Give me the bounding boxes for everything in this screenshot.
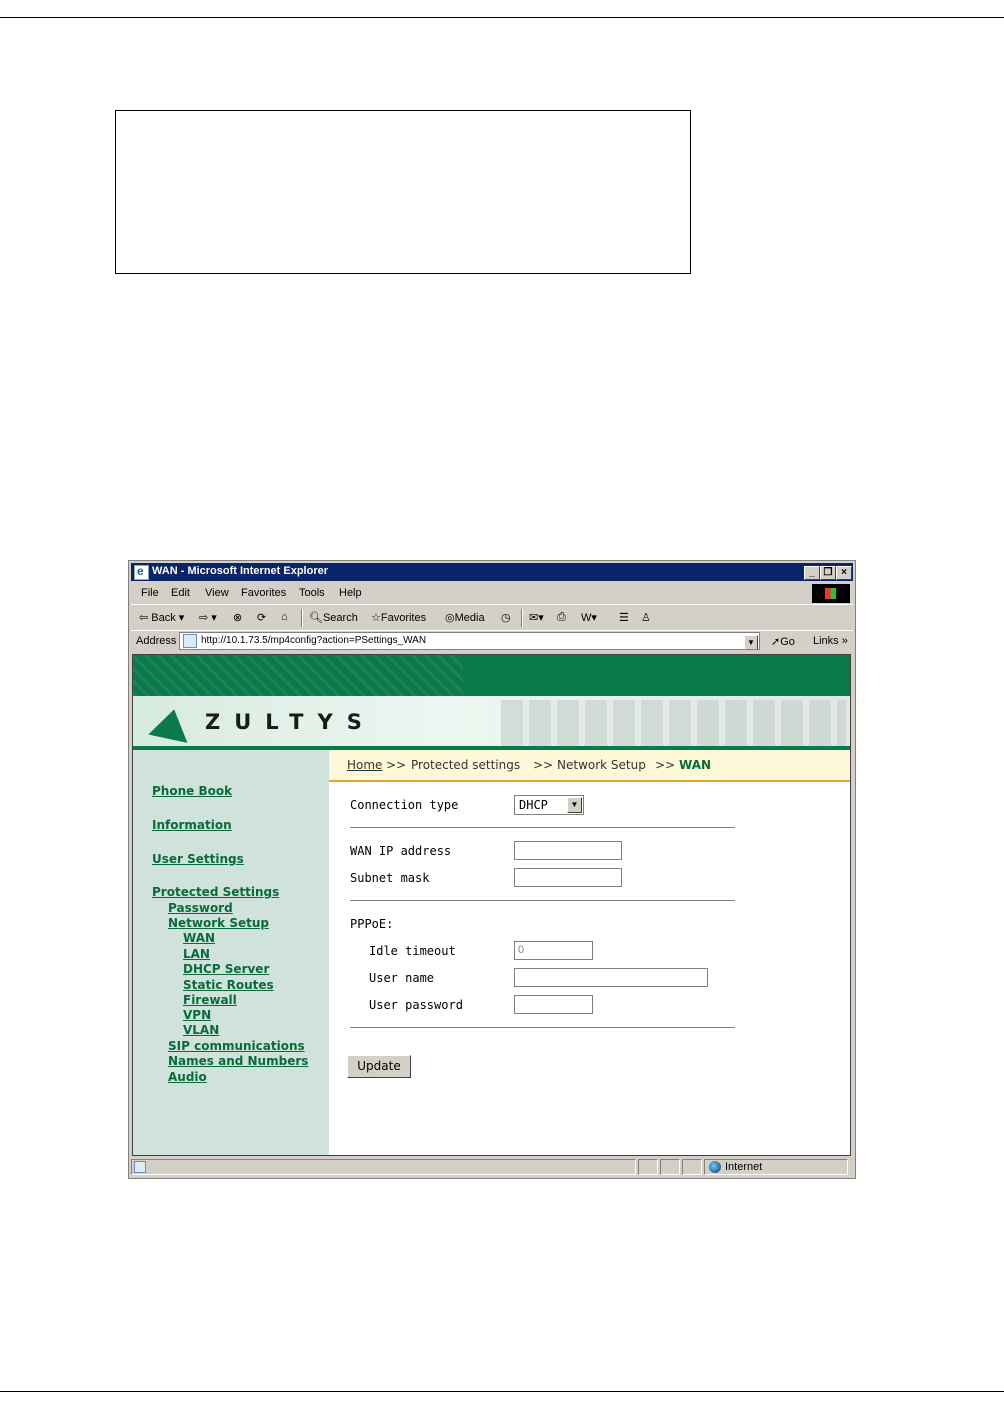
menu-favorites[interactable]: Favorites — [241, 587, 287, 599]
minimize-button[interactable]: _ — [804, 566, 820, 580]
window-title: WAN - Microsoft Internet Explorer — [152, 565, 329, 577]
breadcrumb-separator: >> — [386, 758, 407, 772]
address-bar — [131, 631, 853, 653]
sidebar-item-information[interactable]: Information — [152, 818, 232, 832]
status-bar — [131, 1158, 853, 1176]
address-url: http://10.1.73.5/mp4config?action=PSettings_WAN — [201, 635, 427, 646]
divider — [350, 827, 735, 829]
breadcrumb-home[interactable]: Home — [347, 758, 383, 772]
breadcrumb-separator: >> — [655, 758, 676, 772]
connection-type-value: DHCP — [519, 798, 548, 812]
wan-ip-input[interactable] — [514, 841, 622, 860]
user-password-label: User password — [369, 998, 463, 1012]
document-top-rule — [0, 17, 1004, 18]
subnet-mask-input[interactable] — [514, 868, 622, 887]
mail-icon[interactable]: ✉▾ — [529, 612, 544, 624]
sidebar-item-static-routes[interactable]: Static Routes — [183, 978, 274, 992]
page-content — [132, 654, 851, 1156]
sidebar-item-wan[interactable]: WAN — [183, 931, 216, 945]
sidebar-item-network-setup[interactable]: Network Setup — [168, 916, 269, 930]
sidebar-item-lan[interactable]: LAN — [183, 947, 210, 961]
menu-file[interactable]: File — [141, 587, 159, 599]
breadcrumb-protected: Protected settings — [411, 758, 521, 772]
browser-window — [128, 560, 856, 1179]
user-password-input[interactable] — [514, 995, 593, 1014]
status-pane — [682, 1159, 702, 1175]
messenger-icon[interactable]: ♙ — [641, 612, 651, 624]
status-text-area — [131, 1159, 636, 1175]
sidebar-item-vpn[interactable]: VPN — [183, 1008, 212, 1022]
status-pane — [660, 1159, 680, 1175]
history-icon[interactable]: ◷ — [501, 612, 511, 624]
print-icon[interactable]: ⎙ — [557, 611, 566, 623]
connection-type-label: Connection type — [350, 798, 459, 812]
menu-edit[interactable]: Edit — [171, 587, 190, 599]
subnet-mask-label: Subnet mask — [350, 871, 430, 885]
logo-band — [133, 696, 850, 750]
breadcrumb — [329, 750, 850, 782]
document-bottom-rule — [0, 1391, 1004, 1392]
pppoe-label: PPPoE: — [350, 917, 394, 931]
zone-pane — [704, 1159, 848, 1175]
connection-type-select[interactable] — [514, 795, 584, 815]
breadcrumb-network: Network Setup — [557, 758, 646, 772]
update-button[interactable]: Update — [347, 1055, 411, 1078]
idle-timeout-label: Idle timeout — [369, 944, 456, 958]
menu-bar — [131, 583, 853, 605]
sidebar-item-user-settings[interactable]: User Settings — [152, 852, 244, 866]
menu-help[interactable]: Help — [339, 587, 362, 599]
wan-ip-label: WAN IP address — [350, 844, 452, 858]
brand-wordmark: ZULTYS — [205, 710, 376, 734]
media-button[interactable]: ◎Media — [445, 612, 485, 624]
page-status-icon — [134, 1161, 146, 1173]
discuss-icon[interactable]: ☰ — [619, 612, 629, 624]
restore-button[interactable]: ❐ — [820, 566, 836, 580]
title-bar — [131, 563, 853, 581]
sidebar-item-phone-book[interactable]: Phone Book — [152, 784, 233, 798]
menu-view[interactable]: View — [205, 587, 229, 599]
divider — [350, 1027, 735, 1029]
favorites-button[interactable]: ☆Favorites — [371, 612, 427, 624]
stop-icon[interactable]: ⊗ — [233, 612, 243, 624]
address-label: Address — [136, 635, 177, 647]
zultys-logo-icon — [148, 705, 193, 743]
sidebar-item-protected-settings[interactable]: Protected Settings — [152, 885, 280, 899]
home-icon[interactable]: ⌂ — [281, 611, 288, 623]
ie-icon — [134, 565, 149, 580]
document-frame-box — [115, 110, 691, 274]
sidebar-item-sip-communications[interactable]: SIP communications — [168, 1039, 305, 1053]
sidebar — [133, 750, 329, 1156]
sidebar-item-dhcp-server[interactable]: DHCP Server — [183, 962, 270, 976]
page-icon — [183, 634, 197, 648]
sidebar-item-vlan[interactable]: VLAN — [183, 1023, 220, 1037]
breadcrumb-separator: >> — [533, 758, 554, 772]
forward-button[interactable]: ⇨ ▾ — [199, 612, 217, 624]
chevron-down-icon: ▼ — [567, 797, 582, 813]
sidebar-item-firewall[interactable]: Firewall — [183, 993, 237, 1007]
header-banner — [133, 655, 850, 696]
go-button[interactable]: ➚Go — [771, 636, 795, 648]
address-dropdown[interactable]: ▼ — [744, 635, 758, 650]
menu-tools[interactable]: Tools — [299, 587, 325, 599]
user-name-label: User name — [369, 971, 435, 985]
refresh-icon[interactable]: ⟳ — [257, 612, 267, 624]
close-button[interactable]: × — [836, 566, 852, 580]
windows-logo-icon — [812, 584, 850, 603]
edit-icon[interactable]: W▾ — [581, 612, 597, 624]
sidebar-item-names-and-numbers[interactable]: Names and Numbers — [168, 1054, 309, 1068]
toolbar — [131, 606, 853, 631]
search-button[interactable]: 🔍︎Search — [309, 612, 358, 624]
back-button[interactable]: ⇦ Back ▾ — [139, 612, 185, 624]
idle-timeout-input[interactable]: 0 — [514, 941, 593, 960]
sidebar-item-password[interactable]: Password — [168, 901, 233, 915]
status-pane — [638, 1159, 658, 1175]
zone-label: Internet — [725, 1161, 763, 1173]
divider — [350, 900, 735, 902]
user-name-input[interactable] — [514, 968, 708, 987]
address-input[interactable] — [179, 632, 760, 650]
breadcrumb-current: WAN — [679, 758, 712, 772]
links-button[interactable]: Links » — [813, 635, 848, 647]
sidebar-item-audio[interactable]: Audio — [168, 1070, 207, 1084]
globe-icon — [709, 1161, 721, 1173]
hardware-image — [501, 700, 846, 746]
